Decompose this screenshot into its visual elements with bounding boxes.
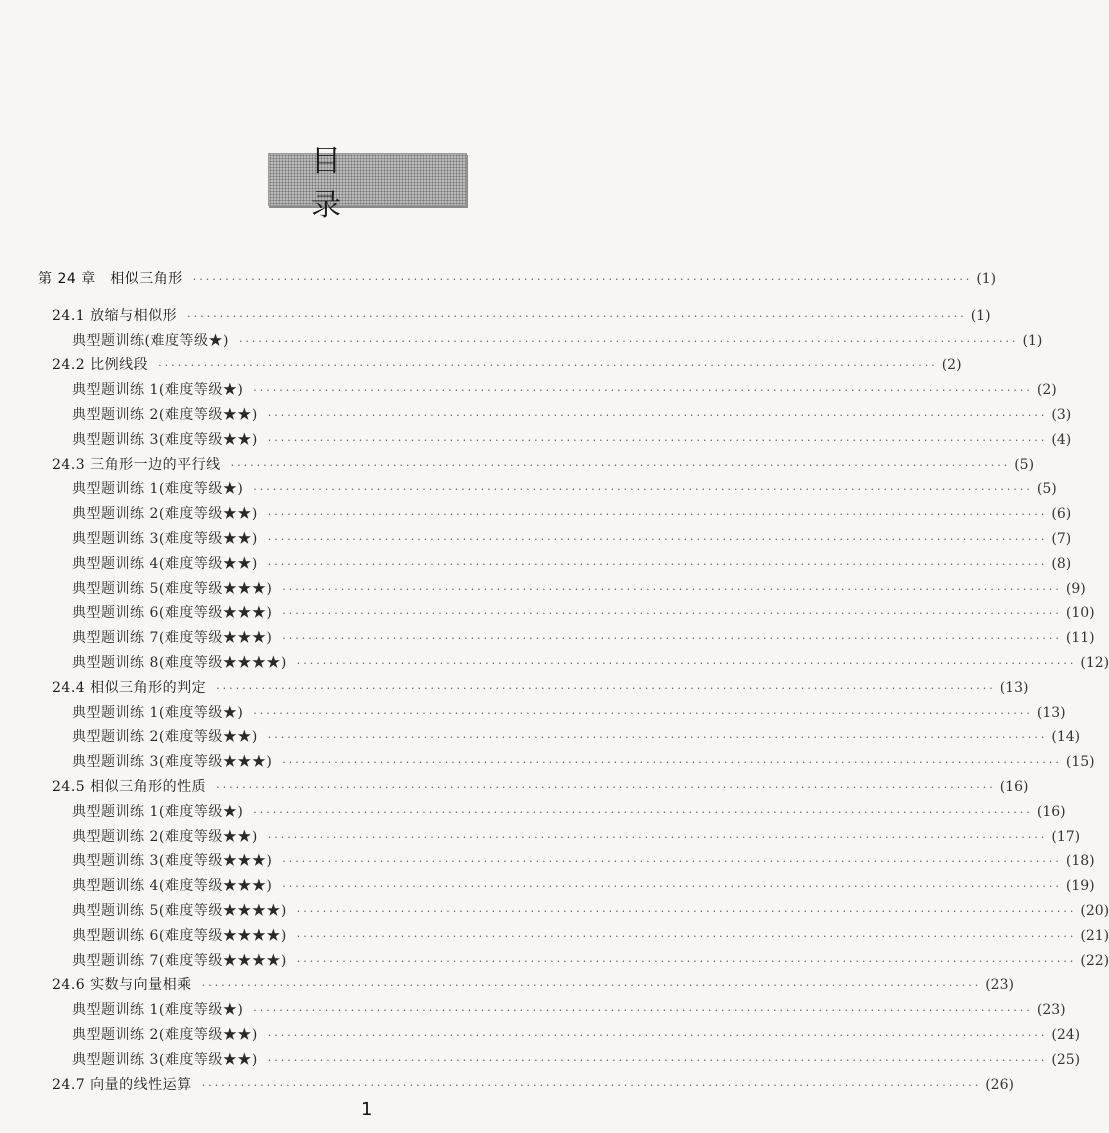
toc-entry-label: 24.2 比例线段 <box>52 357 149 374</box>
toc-entry-exercise[interactable] <box>72 428 1072 452</box>
toc-entry-exercise[interactable] <box>72 899 1109 923</box>
toc-entry-label: 典型题训练 3(难度等级★★) <box>72 431 258 448</box>
toc-entry-page: (23) <box>985 977 1014 994</box>
toc-entry-exercise[interactable] <box>72 527 1072 551</box>
toc-leader-dots: ························································································································ <box>253 706 1033 720</box>
toc-leader-dots: ························································································································ <box>282 855 1062 869</box>
toc-entry-page: (2) <box>1036 382 1057 399</box>
toc-leader-dots: ························································································································ <box>296 657 1077 670</box>
toc-entry-section[interactable] <box>52 353 962 377</box>
toc-entry-page: (20) <box>1080 903 1109 919</box>
toc-leader-dots: ························································································································ <box>253 1004 1033 1018</box>
toc-entry-exercise[interactable] <box>72 552 1072 576</box>
toc-entry-page: (2) <box>941 357 962 374</box>
toc-leader-dots: ························································································································ <box>158 359 938 373</box>
toc-entry-page: (9) <box>1065 580 1086 597</box>
toc-entry-exercise[interactable] <box>72 924 1109 948</box>
toc-entry-page: (7) <box>1051 531 1072 547</box>
toc-leader-dots: ························································································································ <box>267 409 1048 422</box>
toc-entry-label: 典型题训练 6(难度等级★★★) <box>72 605 273 622</box>
toc-entry-exercise[interactable] <box>72 825 1081 849</box>
toc-entry-exercise[interactable] <box>72 403 1072 427</box>
toc-leader-dots: ························································································································ <box>201 1078 982 1092</box>
toc-entry-label: 24.3 三角形一边的平行线 <box>52 456 221 473</box>
toc-leader-dots: ························································································································ <box>216 681 996 695</box>
toc-entry-label: 典型题训练 6(难度等级★★★★) <box>72 927 287 944</box>
toc-entry-section[interactable] <box>52 304 991 328</box>
toc-entry-page: (1) <box>970 307 991 324</box>
toc-entry-label: 24.1 放缩与相似形 <box>52 307 178 324</box>
toc-entry-label: 24.7 向量的线性运算 <box>52 1076 192 1093</box>
toc-entry-label: 典型题训练 7(难度等级★★★★) <box>72 952 287 969</box>
toc-leader-dots: ························································································································ <box>253 805 1033 819</box>
toc-leader-dots: ························································································································ <box>238 334 1019 348</box>
toc-entry-label: 24.5 相似三角形的性质 <box>52 779 207 795</box>
toc-leader-dots: ························································································································ <box>267 533 1048 546</box>
toc-entry-exercise[interactable] <box>72 998 1066 1022</box>
toc-leader-dots: ························································································································ <box>267 1029 1048 1042</box>
toc-entry-page: (10) <box>1065 605 1095 622</box>
toc-leader-dots: ························································································································ <box>296 954 1077 968</box>
toc-entry-page: (5) <box>1014 456 1035 473</box>
toc-entry-section[interactable] <box>52 775 1029 799</box>
toc-leader-dots: ························································································································ <box>267 557 1048 571</box>
toc-leader-dots: ························································································································ <box>267 433 1048 447</box>
toc-entry-page: (21) <box>1080 927 1109 944</box>
toc-leader-dots: ························································································································ <box>230 458 1011 472</box>
toc-entry-label: 典型题训练 2(难度等级★★) <box>72 828 258 845</box>
toc-leader-dots: ························································································································ <box>296 929 1077 943</box>
toc-leader-dots: ························································································································ <box>267 508 1048 522</box>
toc-entry-page: (23) <box>1036 1002 1066 1019</box>
toc-entry-label: 典型题训练 2(难度等级★★) <box>72 1027 258 1043</box>
toc-entry-exercise[interactable] <box>72 651 1109 675</box>
toc-entry-page: (24) <box>1051 1027 1081 1043</box>
toc-entry-page: (1) <box>976 271 997 287</box>
toc-entry-page: (25) <box>1051 1051 1081 1068</box>
toc-entry-label: 典型题训练 3(难度等级★★) <box>72 1051 258 1068</box>
toc-entry-exercise[interactable] <box>72 874 1095 898</box>
toc-entry-page: (11) <box>1065 630 1095 647</box>
toc-entry-chapter[interactable] <box>38 267 997 291</box>
toc-entry-page: (3) <box>1051 407 1072 423</box>
toc-entry-label: 典型题训练 1(难度等级★) <box>72 481 244 498</box>
toc-entry-page: (4) <box>1051 431 1072 448</box>
toc-entry-section[interactable] <box>52 676 1029 700</box>
toc-entry-label: 典型题训练 2(难度等级★★) <box>72 407 258 423</box>
page-number: 1 <box>361 1099 373 1120</box>
toc-entry-label: 典型题训练 1(难度等级★) <box>72 803 244 820</box>
toc-entry-label: 典型题训练 2(难度等级★★) <box>72 729 258 746</box>
toc-leader-dots: ························································································································ <box>201 979 982 993</box>
toc-entry-exercise[interactable] <box>72 502 1072 526</box>
toc-entry-exercise[interactable] <box>72 601 1095 625</box>
toc-entry-page: (13) <box>999 679 1029 696</box>
toc-entry-exercise[interactable] <box>72 626 1095 650</box>
toc-title-box <box>268 143 467 223</box>
toc-entry-section[interactable] <box>52 453 1035 477</box>
toc-entry-exercise[interactable] <box>72 949 1109 973</box>
toc-entry-section[interactable] <box>52 1073 1014 1097</box>
toc-entry-page: (13) <box>1036 704 1066 721</box>
toc-leader-dots: ························································································································ <box>282 607 1062 621</box>
toc-entry-page: (26) <box>985 1076 1014 1093</box>
toc-entry-label: 典型题训练 4(难度等级★★) <box>72 555 258 572</box>
toc-entry-exercise[interactable] <box>72 378 1057 402</box>
toc-entry-page: (22) <box>1080 952 1109 969</box>
toc-leader-dots: ························································································································ <box>282 582 1062 596</box>
toc-entry-label: 典型题训练 1(难度等级★) <box>72 704 244 721</box>
toc-leader-dots: ························································································································ <box>216 781 996 794</box>
toc-entry-page: (17) <box>1051 828 1081 845</box>
toc-entry-exercise[interactable] <box>72 1048 1081 1072</box>
toc-entry-label: 典型题训练 5(难度等级★★★) <box>72 580 273 597</box>
toc-leader-dots: ························································································································ <box>267 731 1048 745</box>
toc-entry-label: 典型题训练 2(难度等级★★) <box>72 506 258 523</box>
toc-entry-label: 典型题训练 1(难度等级★) <box>72 382 244 399</box>
toc-entry-exercise[interactable] <box>72 477 1057 501</box>
toc-leader-dots: ························································································································ <box>282 632 1062 646</box>
toc-entry-exercise[interactable] <box>72 577 1086 601</box>
toc-entry-page: (5) <box>1036 481 1057 498</box>
toc-leader-dots: ························································································································ <box>282 880 1062 894</box>
toc-leader-dots: ························································································································ <box>253 483 1033 497</box>
toc-entry-page: (19) <box>1065 878 1095 895</box>
toc-entry-label: 典型题训练 7(难度等级★★★) <box>72 630 273 647</box>
toc-entry-label: 24.4 相似三角形的判定 <box>52 679 207 696</box>
toc-leader-dots: ························································································································ <box>267 830 1048 844</box>
toc-entry-label: 第 24 章 相似三角形 <box>38 271 183 287</box>
toc-leader-dots: ························································································································ <box>267 1053 1048 1067</box>
toc-leader-dots: ························································································································ <box>253 384 1033 398</box>
toc-entry-page: (14) <box>1051 729 1081 746</box>
toc-entry-exercise[interactable] <box>72 701 1066 725</box>
toc-leader-dots: ························································································································ <box>192 273 973 286</box>
toc-entry-label: 典型题训练(难度等级★) <box>72 332 229 349</box>
toc-entry-page: (15) <box>1065 754 1095 771</box>
toc-entry-page: (16) <box>999 779 1029 795</box>
toc-entry-page: (6) <box>1051 506 1072 523</box>
toc-entry-exercise[interactable] <box>72 1023 1081 1047</box>
toc-entry-label: 典型题训练 8(难度等级★★★★) <box>72 655 287 671</box>
toc-entry-exercise[interactable] <box>72 725 1081 749</box>
toc-entry-label: 典型题训练 4(难度等级★★★) <box>72 878 273 895</box>
toc-entry-section[interactable] <box>52 973 1014 997</box>
toc-entry-label: 典型题训练 5(难度等级★★★★) <box>72 903 287 919</box>
toc-leader-dots: ························································································································ <box>282 756 1062 770</box>
toc-entry-label: 典型题训练 1(难度等级★) <box>72 1002 244 1019</box>
toc-entry-page: (12) <box>1080 655 1109 671</box>
toc-entry-page: (18) <box>1065 853 1095 870</box>
toc-entry-label: 典型题训练 3(难度等级★★★) <box>72 853 273 870</box>
toc-entry-exercise[interactable] <box>72 800 1066 824</box>
toc-entry-page: (16) <box>1036 803 1066 820</box>
toc-leader-dots: ························································································································ <box>187 309 967 323</box>
toc-title: 目 录 <box>311 143 383 223</box>
toc-entry-label: 典型题训练 3(难度等级★★) <box>72 531 258 547</box>
toc-leader-dots: ························································································································ <box>296 905 1077 918</box>
toc-entry-exercise[interactable] <box>72 329 1043 353</box>
toc-entry-exercise[interactable] <box>72 849 1095 873</box>
toc-entry-page: (8) <box>1051 555 1072 572</box>
toc-entry-label: 24.6 实数与向量相乘 <box>52 977 192 994</box>
toc-entry-page: (1) <box>1022 332 1043 349</box>
toc-entry-label: 典型题训练 3(难度等级★★★) <box>72 754 273 771</box>
toc-entry-exercise[interactable] <box>72 750 1095 774</box>
